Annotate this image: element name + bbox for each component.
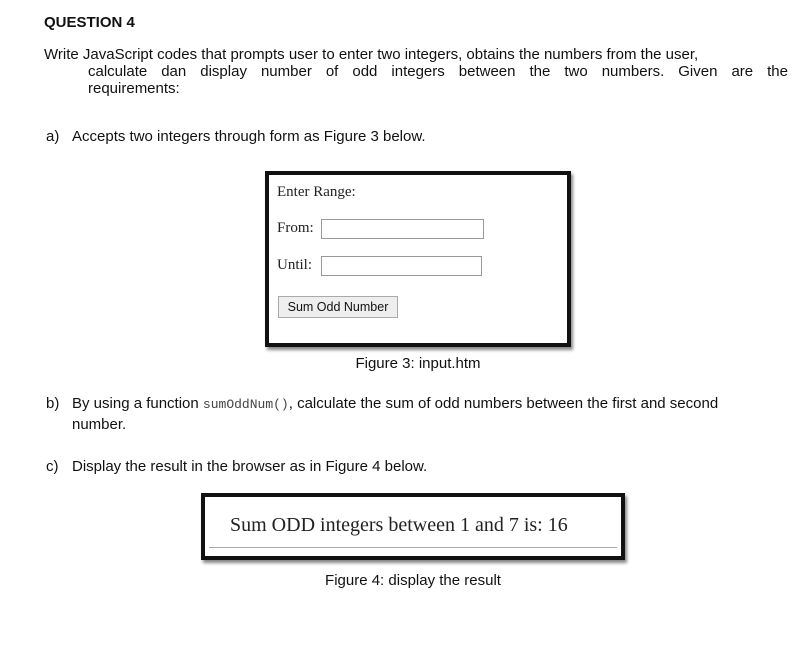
requirement-a: [46, 127, 426, 147]
requirement-a-marker: a): [46, 128, 60, 145]
requirement-c: [46, 457, 427, 477]
requirement-c-text: Display the result in the browser as in Figure 4 below.: [72, 458, 428, 475]
result-divider: [209, 547, 617, 548]
result-text: Sum ODD integers between 1 and 7 is: 16: [230, 514, 568, 536]
requirement-b-line-2: number.: [72, 416, 127, 433]
sum-odd-number-button[interactable]: Sum Odd Number: [278, 296, 398, 318]
from-label: From:: [277, 220, 314, 236]
question-title: QUESTION 4: [44, 14, 135, 31]
from-input[interactable]: [321, 219, 484, 239]
intro-line-1: Write JavaScript codes that prompts user to enter two integers, obtains the numbers from the user,: [44, 46, 699, 63]
figure-4-caption: Figure 4: display the result: [325, 572, 501, 589]
requirement-b-text-before: By using a function: [72, 395, 203, 412]
until-input[interactable]: [321, 256, 482, 276]
intro-line-3: requirements:: [88, 80, 180, 97]
requirement-c-marker: c): [46, 458, 59, 475]
requirement-b-marker: b): [46, 395, 60, 412]
intro-line-2: calculate dan display number of odd integers between the two numbers. Given are the: [88, 63, 788, 80]
requirement-a-text: Accepts two integers through form as Figure 3 below.: [72, 128, 426, 145]
until-label: Until:: [277, 257, 313, 273]
question-intro: [44, 46, 788, 97]
figure-3-input-form: [265, 171, 571, 347]
figure-3-caption: Figure 3: input.htm: [355, 355, 481, 372]
figure-4-result-display: [201, 493, 625, 560]
form-heading: Enter Range:: [277, 184, 356, 200]
requirement-b-text-after: , calculate the sum of odd numbers between the first and second: [288, 395, 719, 412]
requirement-b: [46, 394, 718, 435]
function-name: sumOddNum(): [202, 397, 289, 412]
